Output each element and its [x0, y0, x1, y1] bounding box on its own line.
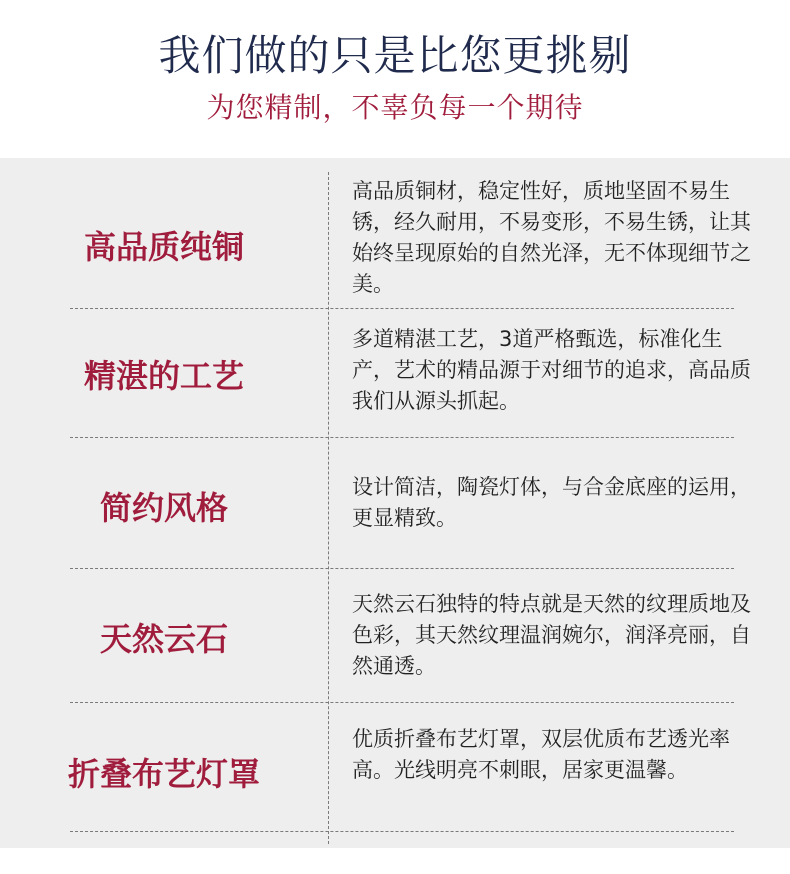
features-panel: [0, 158, 790, 848]
row-divider: [70, 437, 734, 438]
vertical-divider: [328, 172, 329, 844]
feature-desc-style: 设计简洁，陶瓷灯体，与合金底座的运用，更显精致。: [352, 475, 751, 530]
row-divider: [70, 568, 734, 569]
page-subtitle: 为您精制，不辜负每一个期待: [206, 91, 584, 124]
feature-title-lampshade: 折叠布艺灯罩: [67, 755, 260, 793]
footer-space: [0, 848, 790, 874]
row-divider: [70, 308, 734, 309]
header: [0, 0, 790, 158]
feature-title-style: 简约风格: [99, 489, 228, 527]
feature-desc-craft: 多道精湛工艺，3道严格甄选，标准化生产，艺术的精品源于对细节的追求，高品质我们从源头抓起。: [352, 327, 751, 413]
row-divider: [70, 702, 734, 703]
page-title: 我们做的只是比您更挑剔: [158, 31, 632, 80]
feature-title-marble: 天然云石: [99, 620, 228, 658]
row-divider: [70, 831, 734, 832]
feature-desc-copper: 高品质铜材，稳定性好，质地坚固不易生锈，经久耐用，不易变形，不易生锈，让其始终呈现原始的自然光泽，无不体现细节之美。: [352, 179, 751, 296]
feature-desc-lampshade: 优质折叠布艺灯罩，双层优质布艺透光率高。光线明亮不刺眼，居家更温馨。: [352, 727, 730, 782]
feature-desc-marble: 天然云石独特的特点就是天然的纹理质地及色彩，其天然纹理温润婉尔，润泽亮丽，自然通透。: [352, 592, 751, 678]
feature-title-craft: 精湛的工艺: [83, 357, 244, 395]
feature-title-copper: 高品质纯铜: [83, 228, 244, 266]
